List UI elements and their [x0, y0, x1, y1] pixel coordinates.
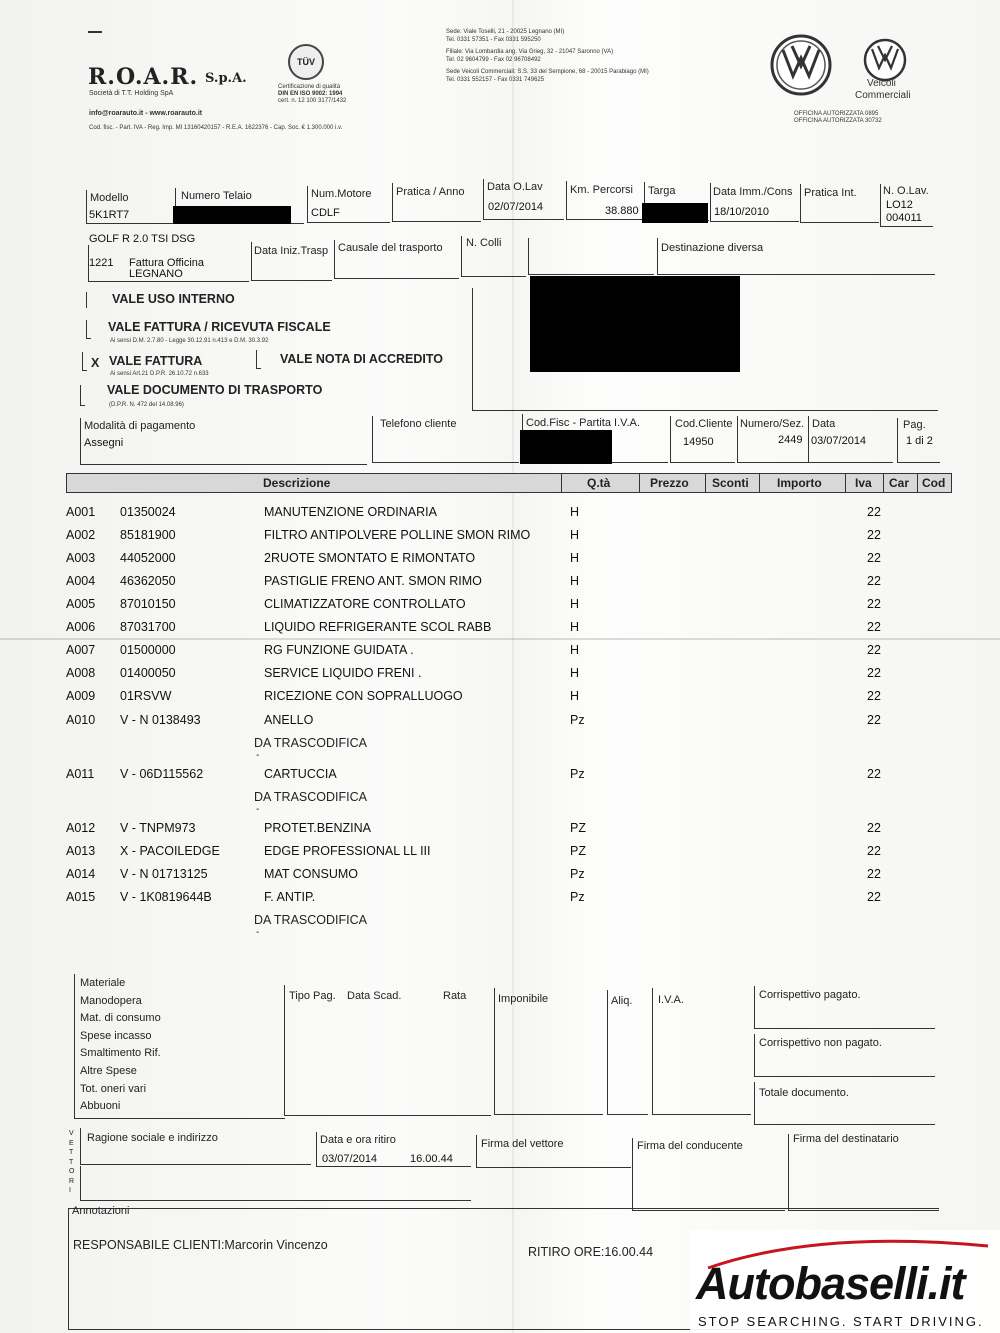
row-code: V - 06D115562: [120, 767, 204, 781]
totals-left-item: Smaltimento Rif.: [80, 1047, 161, 1060]
tipo-pag-label: Tipo Pag.: [289, 990, 336, 1002]
codfisc-label: Cod.Fisc - Partita I.V.A.: [526, 417, 640, 429]
officina-2: OFFICINA AUTORIZZATA 30732: [794, 118, 882, 124]
row-id: A015: [66, 890, 96, 904]
row-id: A012: [66, 821, 96, 835]
row-description: CLIMATIZZATORE CONTROLLATO: [264, 597, 466, 611]
causale-label: Causale del trasporto: [338, 242, 443, 254]
vw-commercial-logo-icon: [863, 38, 907, 82]
watermark-tagline: STOP SEARCHING. START DRIVING.: [698, 1314, 984, 1329]
voucher-mark: X: [91, 356, 100, 370]
row-iva: 22: [867, 528, 881, 542]
voucher-fattura-ricevuta-note: Ai sensi D.M. 2.7.80 - Legge 30.12.91 n.413 e D.M. 30.3.92: [110, 338, 269, 344]
row-iva: 22: [867, 767, 881, 781]
pagamento-label: Modalità di pagamento: [84, 420, 196, 432]
row-description: EDGE PROFESSIONAL LL III: [264, 844, 431, 858]
row-code: 87031700: [120, 620, 176, 634]
voucher-bracket-4: [256, 350, 261, 369]
row-iva: 22: [867, 713, 881, 727]
row-id: A006: [66, 620, 96, 634]
cert-line-1: Certificazione di qualità: [278, 84, 341, 90]
row-unit: H: [570, 505, 580, 519]
data-imm-value: 18/10/2010: [714, 206, 770, 218]
row-unit: H: [570, 666, 580, 680]
totals-left-item: Altre Spese: [80, 1065, 137, 1077]
row-code: V - TNPM973: [120, 821, 196, 835]
firma-vettore-label: Firma del vettore: [481, 1138, 564, 1150]
totals-left-item: Tot. oneri vari: [80, 1082, 147, 1095]
row-description: PROTET.BENZINA: [264, 821, 371, 835]
row-id: A009: [66, 689, 96, 703]
sede-line-2: Tel. 0331 57351 - Fax 0331 595250: [446, 37, 541, 43]
row-iva: 22: [867, 844, 881, 858]
targa-redacted: [642, 203, 708, 223]
row-iva: 22: [867, 620, 881, 634]
row-code: V - 1K0819644B: [120, 890, 212, 904]
th-car: Car: [889, 476, 910, 490]
sedev-line-2: Tel. 0331 552157 - Fax 0331 749625: [446, 77, 545, 83]
vw-label-1: Veicoli: [867, 78, 896, 89]
row-subtitle: DA TRASCODIFICA: [254, 913, 367, 927]
row-code: V - N 0138493: [120, 713, 201, 727]
data-iniz-label: Data Iniz.Trasp: [254, 245, 329, 257]
telefono-label: Telefono cliente: [380, 418, 457, 430]
row-subtitle-dash: -: [256, 750, 260, 761]
row-unit: Pz: [570, 767, 585, 781]
transport-code: 1221: [89, 257, 114, 269]
vettori-letter: R: [69, 1177, 75, 1185]
company-fiscal: Cod. fisc. - Part. IVA - Reg. Imp. MI 13160420157 - R.E.A. 1622376 - Cap. Soc. € 1.300.000 i.v.: [89, 125, 343, 131]
row-subtitle: DA TRASCODIFICA: [254, 790, 367, 804]
row-unit: H: [570, 643, 580, 657]
data-ritiro-value: 03/07/2014: [322, 1153, 378, 1165]
th-cod: Cod: [922, 476, 946, 490]
row-code: 87010150: [120, 597, 176, 611]
row-id: A003: [66, 551, 96, 565]
row-unit: H: [570, 528, 580, 542]
row-description: PASTIGLIE FRENO ANT. SMON RIMO: [264, 574, 482, 588]
ragione-label: Ragione sociale e indirizzo: [87, 1132, 218, 1144]
row-iva: 22: [867, 689, 881, 703]
numsez-value: 2449: [778, 434, 803, 446]
voucher-ddt: VALE DOCUMENTO DI TRASPORTO: [107, 383, 323, 397]
modello-label: Modello: [90, 192, 129, 204]
row-unit: Pz: [570, 890, 585, 904]
row-id: A004: [66, 574, 96, 588]
ora-ritiro-value: 16.00.44: [410, 1153, 453, 1165]
row-code: 46362050: [120, 574, 176, 588]
sedev-line-1: Sede Veicoli Commerciali: S.S. 33 del Sempione, 68 - 20015 Parabiago (MI): [446, 69, 649, 75]
pagamento-value: Assegni: [84, 437, 124, 449]
row-code: V - N 01713125: [120, 867, 208, 881]
row-iva: 22: [867, 890, 881, 904]
voucher-nota-accredito: VALE NOTA DI ACCREDITO: [280, 352, 443, 366]
row-code: 85181900: [120, 528, 176, 542]
corner-mark: [88, 31, 102, 33]
cod-cliente-label: Cod.Cliente: [675, 418, 733, 430]
row-code: 01400050: [120, 666, 176, 680]
row-description: ANELLO: [264, 713, 314, 727]
row-iva: 22: [867, 867, 881, 881]
row-id: A011: [66, 767, 95, 781]
row-unit: H: [570, 597, 580, 611]
row-description: MAT CONSUMO: [264, 867, 358, 881]
vehicle-description: GOLF R 2.0 TSI DSG: [89, 233, 196, 245]
motore-label: Num.Motore: [311, 188, 372, 200]
row-iva: 22: [867, 505, 881, 519]
tipo-pag-box: [284, 985, 491, 1116]
firma-conducente-label: Firma del conducente: [637, 1140, 743, 1152]
vw-logo-icon: [770, 34, 832, 96]
data-label: Data: [812, 418, 836, 430]
row-iva: 22: [867, 597, 881, 611]
row-description: RICEZIONE CON SOPRALLUOGO: [264, 689, 463, 703]
colli-label: N. Colli: [466, 237, 502, 249]
aliq-label: Aliq.: [611, 995, 633, 1007]
corr-pagato-label: Corrispettivo pagato.: [759, 989, 861, 1001]
row-code: 01500000: [120, 643, 176, 657]
row-description: SERVICE LIQUIDO FRENI .: [264, 666, 422, 680]
row-iva: 22: [867, 643, 881, 657]
vettori-letter: O: [69, 1168, 75, 1175]
totals-left-item: Materiale: [80, 977, 126, 989]
ragione-box-2: [80, 1166, 471, 1201]
pag-label: Pag.: [903, 419, 926, 431]
row-unit: H: [570, 689, 580, 703]
data-imm-label: Data Imm./Cons: [713, 186, 793, 198]
voucher-bracket-3: [82, 352, 87, 371]
row-subtitle-dash: -: [256, 927, 260, 938]
row-description: MANUTENZIONE ORDINARIA: [264, 505, 437, 519]
row-subtitle-dash: -: [256, 804, 260, 815]
vettori-letter: E: [69, 1139, 74, 1147]
imponibile-label: Imponibile: [498, 993, 549, 1005]
voucher-uso-interno: VALE USO INTERNO: [112, 292, 235, 306]
row-code: X - PACOILEDGE: [120, 844, 220, 858]
row-description: 2RUOTE SMONTATO E RIMONTATO: [264, 551, 476, 565]
voucher-fattura-ricevuta: VALE FATTURA / RICEVUTA FISCALE: [108, 320, 331, 334]
row-id: A002: [66, 528, 96, 542]
row-iva: 22: [867, 666, 881, 680]
officina-1: OFFICINA AUTORIZZATA 0895: [794, 111, 879, 117]
totals-left-item: Manodopera: [80, 994, 142, 1007]
vettori-letter: I: [69, 1187, 71, 1194]
destinazione-label: Destinazione diversa: [661, 242, 764, 254]
row-id: A014: [66, 867, 96, 881]
motore-value: CDLF: [311, 207, 340, 219]
row-id: A013: [66, 844, 96, 858]
row-description: LIQUIDO REFRIGERANTE SCOL RABB: [264, 620, 492, 634]
annotazioni-label: Annotazioni: [72, 1205, 130, 1217]
row-id: A010: [66, 713, 96, 727]
pratica-anno-label: Pratica / Anno: [396, 186, 465, 198]
blank-box: [528, 238, 654, 275]
row-unit: PZ: [570, 821, 586, 835]
filiale-line-1: Filiale: Via Lombardia ang. Via Grieg, 32 - 21047 Saronno (VA): [446, 49, 614, 55]
totals-left-item: Mat. di consumo: [80, 1012, 161, 1025]
row-id: A008: [66, 666, 96, 680]
filiale-line-2: Tel. 02 9604799 - Fax 02 96708492: [446, 57, 541, 63]
data-olav-value: 02/07/2014: [488, 201, 544, 213]
row-unit: Pz: [570, 713, 585, 727]
codfisc-redacted: [520, 430, 612, 464]
th-prezzo: Prezzo: [650, 476, 689, 490]
row-iva: 22: [867, 821, 881, 835]
row-code: 44052000: [120, 551, 176, 565]
company-web: info@roarauto.it - www.roarauto.it: [89, 110, 203, 117]
data-ritiro-label: Data e ora ritiro: [320, 1134, 396, 1146]
transport-fattura: Fattura Officina: [129, 257, 204, 269]
row-unit: H: [570, 620, 580, 634]
voucher-fattura: VALE FATTURA: [109, 354, 203, 368]
telaio-redacted: [173, 206, 291, 224]
row-description: F. ANTIP.: [264, 890, 316, 904]
ritiro-text: RITIRO ORE:16.00.44: [528, 1245, 654, 1259]
voucher-fattura-note: Ai sensi Art.21 D.P.R. 26.10.72 n.633: [110, 371, 209, 377]
pag-value: 1 di 2: [906, 435, 933, 447]
aliq-box: [607, 990, 648, 1115]
vettori-letter: T: [69, 1149, 74, 1156]
totals-left-item: Spese incasso: [80, 1029, 152, 1042]
km-label: Km. Percorsi: [570, 184, 633, 196]
row-code: 01350024: [120, 505, 176, 519]
th-descrizione: Descrizione: [263, 476, 331, 490]
firma-destinatario-label: Firma del destinatario: [793, 1133, 899, 1145]
tuv-logo: [288, 44, 324, 80]
voucher-bracket: [86, 292, 87, 308]
iva-box: [652, 988, 751, 1115]
totals-left-item: Abbuoni: [80, 1100, 121, 1113]
table-header: [66, 473, 952, 493]
numsez-label: Numero/Sez.: [740, 418, 805, 430]
voucher-ddt-note: (D.P.R. N. 472 del 14.08.96): [109, 402, 184, 408]
row-unit: H: [570, 551, 580, 565]
row-id: A001: [66, 505, 96, 519]
firma-destinatario-box: [788, 1134, 939, 1211]
voucher-bracket-2: [86, 320, 91, 339]
iva-label: I.V.A.: [658, 994, 684, 1006]
th-qta: Q.tà: [587, 476, 611, 490]
km-value: 38.880: [605, 205, 639, 217]
data-scad-label: Data Scad.: [347, 990, 402, 1002]
row-subtitle: DA TRASCODIFICA: [254, 736, 367, 750]
imponibile-box: [494, 988, 603, 1115]
transport-city: LEGNANO: [129, 268, 183, 280]
n-olav-value-2: 004011: [886, 212, 922, 224]
modello-value: 5K1RT7: [89, 209, 130, 221]
rata-label: Rata: [443, 990, 467, 1002]
responsabile-text: RESPONSABILE CLIENTI:Marcorin Vincenzo: [73, 1238, 328, 1252]
totale-label: Totale documento.: [759, 1087, 849, 1099]
row-id: A005: [66, 597, 96, 611]
th-iva: Iva: [855, 476, 872, 490]
row-id: A007: [66, 643, 96, 657]
pratica-int-label: Pratica Int.: [804, 187, 857, 199]
cert-line-2: DIN EN ISO 9002: 1994: [278, 91, 343, 97]
customer-redacted: [530, 276, 740, 372]
n-olav-value-1: LO12: [886, 199, 913, 211]
company-suffix: S.p.A.: [205, 71, 247, 86]
row-description: CARTUCCIA: [264, 767, 337, 781]
tuv-badge-text: TÜV: [297, 57, 315, 67]
paper-fold: [0, 638, 1000, 640]
corr-non-pagato-label: Corrispettivo non pagato.: [759, 1037, 882, 1049]
vettori-letter: T: [69, 1158, 74, 1166]
cod-cliente-value: 14950: [683, 436, 714, 448]
voucher-bracket-5: [80, 385, 85, 406]
th-importo: Importo: [777, 476, 822, 490]
telaio-label: Numero Telaio: [181, 190, 252, 202]
row-iva: 22: [867, 574, 881, 588]
row-unit: PZ: [570, 844, 586, 858]
vettori-letter: V: [69, 1130, 74, 1137]
n-olav-label: N. O.Lav.: [883, 185, 929, 197]
row-code: 01RSVW: [120, 689, 172, 703]
targa-label: Targa: [648, 185, 676, 197]
watermark-panel: [690, 1230, 1000, 1333]
row-iva: 22: [867, 551, 881, 565]
vw-label-2: Commerciali: [855, 90, 911, 101]
company-name: R.O.A.R.: [88, 64, 199, 90]
data-value: 03/07/2014: [811, 435, 867, 447]
data-olav-label: Data O.Lav: [487, 181, 543, 193]
sede-line-1: Sede: Viale Toselli, 21 - 20025 Legnano (MI): [446, 29, 565, 35]
cert-line-3: cert. n. 12 100 3177/1432: [278, 98, 347, 104]
row-description: RG FUNZIONE GUIDATA .: [264, 643, 414, 657]
watermark-brand: Autobaselli.it: [696, 1258, 965, 1309]
row-unit: Pz: [570, 867, 585, 881]
company-subtitle: Società di T.T. Holding SpA: [89, 90, 174, 97]
row-unit: H: [570, 574, 580, 588]
row-description: FILTRO ANTIPOLVERE POLLINE SMON RIMO: [264, 528, 531, 542]
th-sconti: Sconti: [712, 476, 749, 490]
